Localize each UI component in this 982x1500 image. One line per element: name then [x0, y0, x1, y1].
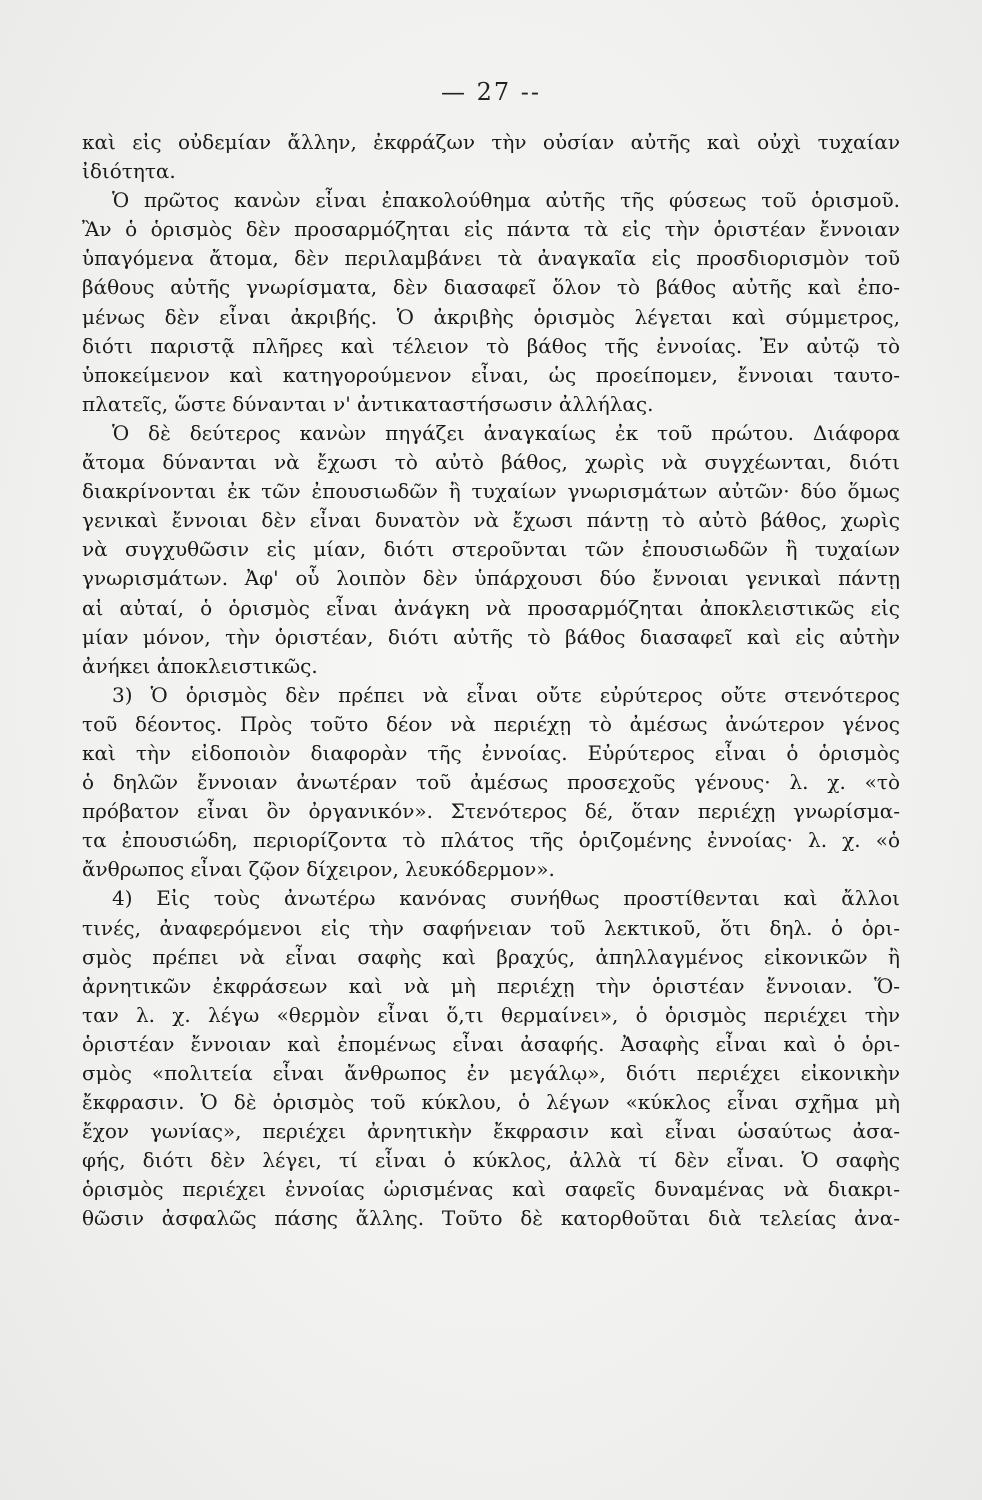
text-line: ἄτομα δύνανται νὰ ἔχωσι τὸ αὐτὸ βάθος, χωρὶς νὰ συγχέωνται, διότι: [82, 450, 900, 475]
text-line: τοῦ δέοντος. Πρὸς τοῦτο δέον νὰ περιέχῃ τὸ ἀμέσως ἀνώτερον γένος: [82, 711, 900, 736]
text-line: σμὸς «πολιτεία εἶναι ἄνθρωπος ἐν μεγάλῳ», διότι περιέχει εἰκονικὴν: [82, 1061, 900, 1085]
text-line: διακρίνονται ἐκ τῶν ἐπουσιωδῶν ἢ τυχαίων γνωρισμάτων αὐτῶν· δύο ὅμως: [82, 479, 900, 504]
text-line: γνωρισμάτων. Ἀφ' οὗ λοιπὸν δὲν ὑπάρχουσι δύο ἔννοιαι γενικαὶ πάντῃ: [82, 566, 900, 591]
text-line: αἱ αὐταί, ὁ ὁρισμὸς εἶναι ἀνάγκη νὰ προσαρμόζηται ἀποκλειστικῶς εἰς: [82, 595, 900, 620]
body-text: [82, 128, 900, 1234]
text-line: διότι παριστᾷ πλῆρες καὶ τέλειον τὸ βάθος τῆς ἐννοίας. Ἐν αὐτῷ τὸ: [82, 333, 900, 358]
text-line: πρόβατον εἶναι ὂν ὀργανικόν». Στενότερος δέ, ὅταν περιέχῃ γνωρίσμα-: [82, 799, 900, 824]
text-line: θῶσιν ἀσφαλῶς πάσης ἄλλης. Τοῦτο δὲ κατορθοῦται διὰ τελείας ἀνα-: [82, 1206, 900, 1231]
text-line: καὶ τὴν εἰδοποιὸν διαφορὰν τῆς ἐννοίας. Εὐρύτερος εἶναι ὁ ὁρισμὸς: [82, 740, 900, 765]
text-line: ἀνήκει ἀποκλειστικῶς.: [82, 653, 318, 678]
text-line: ἔχον γωνίας», περιέχει ἀρνητικὴν ἔκφρασιν καὶ εἶναι ὡσαύτως ἀσα-: [82, 1119, 900, 1144]
text-line: ἄνθρωπος εἶναι ζῷον δίχειρον, λευκόδερμον».: [82, 857, 555, 882]
text-line: γενικαὶ ἔννοιαι δὲν εἶναι δυνατὸν νὰ ἔχωσι πάντῃ τὸ αὐτὸ βάθος, χωρὶς: [82, 508, 900, 533]
text-line: τα ἐπουσιώδη, περιορίζοντα τὸ πλάτος τῆς ὁριζομένης ἐννοίας· λ. χ. «ὁ: [82, 828, 900, 853]
text-line: 4) Εἰς τοὺς ἀνωτέρω κανόνας συνήθως προστίθενται καὶ ἄλλοι: [112, 886, 900, 911]
text-line: ἰδιότητα.: [82, 159, 176, 184]
text-line: μένως δὲν εἶναι ἀκριβής. Ὁ ἀκριβὴς ὁρισμὸς λέγεται καὶ σύμμετρος,: [82, 304, 900, 329]
text-line: σμὸς πρέπει νὰ εἶναι σαφὴς καὶ βραχύς, ἀπηλλαγμένος εἰκονικῶν ἢ: [82, 944, 900, 969]
text-line: βάθους αὐτῆς γνωρίσματα, δὲν διασαφεῖ ὅλον τὸ βάθος αὐτῆς καὶ ἐπο-: [82, 275, 900, 300]
text-line: ἔκφρασιν. Ὁ δὲ ὁρισμὸς τοῦ κύκλου, ὁ λέγων «κύκλος εἶναι σχῆμα μὴ: [82, 1090, 900, 1115]
text-line: ὑπαγόμενα ἄτομα, δὲν περιλαμβάνει τὰ ἀναγκαῖα εἰς προσδιορισμὸν τοῦ: [82, 246, 900, 271]
text-line: φής, διότι δὲν λέγει, τί εἶναι ὁ κύκλος, ἀλλὰ τί δὲν εἶναι. Ὁ σαφὴς: [82, 1148, 900, 1173]
page-number: — 27 --: [440, 78, 541, 106]
text-line: ὁρισμὸς περιέχει ἐννοίας ὡρισμένας καὶ σαφεῖς δυναμένας νὰ διακρι-: [82, 1177, 900, 1202]
text-line: Ὁ δὲ δεύτερος κανὼν πηγάζει ἀναγκαίως ἐκ τοῦ πρώτου. Διάφορα: [112, 420, 900, 445]
text-line: ὑποκείμενον καὶ κατηγορούμενον εἶναι, ὡς προείπομεν, ἔννοιαι ταυτο-: [82, 362, 900, 387]
text-line: 3) Ὁ ὁρισμὸς δὲν πρέπει νὰ εἶναι οὔτε εὐρύτερος οὔτε στενότερος: [112, 682, 900, 707]
text-line: πλατεῖς, ὥστε δύνανται ν' ἀντικαταστήσωσιν ἀλλήλας.: [82, 391, 654, 416]
text-line: Ἂν ὁ ὁρισμὸς δὲν προσαρμόζηται εἰς πάντα τὰ εἰς τὴν ὁριστέαν ἔννοιαν: [82, 217, 900, 242]
text-line: ὁριστέαν ἔννοιαν καὶ ἐπομένως εἶναι ἀσαφής. Ἀσαφὴς εἶναι καὶ ὁ ὁρι-: [82, 1031, 900, 1056]
text-line: ταν λ. χ. λέγω «θερμὸν εἶναι ὅ,τι θερμαίνει», ὁ ὁρισμὸς περιέχει τὴν: [82, 1002, 900, 1027]
text-line: καὶ εἰς οὐδεμίαν ἄλλην, ἐκφράζων τὴν οὐσίαν αὐτῆς καὶ οὐχὶ τυχαίαν: [82, 130, 900, 154]
text-line: τινές, ἀναφερόμενοι εἰς τὴν σαφήνειαν τοῦ λεκτικοῦ, ὅτι δηλ. ὁ ὁρι-: [82, 915, 900, 940]
text-line: ὁ δηλῶν ἔννοιαν ἀνωτέραν τοῦ ἀμέσως προσεχοῦς γένους· λ. χ. «τὸ: [82, 770, 900, 795]
text-line: μίαν μόνον, τὴν ὁριστέαν, διότι αὐτῆς τὸ βάθος διασαφεῖ καὶ εἰς αὐτὴν: [82, 624, 900, 649]
text-line: ἀρνητικῶν ἐκφράσεων καὶ νὰ μὴ περιέχῃ τὴν ὁριστέαν ἔννοιαν. Ὅ-: [82, 973, 900, 998]
text-line: νὰ συγχυθῶσιν εἰς μίαν, διότι στεροῦνται τῶν ἐπουσιωδῶν ἢ τυχαίων: [82, 537, 900, 562]
text-line: Ὁ πρῶτος κανὼν εἶναι ἐπακολούθημα αὐτῆς τῆς φύσεως τοῦ ὁρισμοῦ.: [112, 188, 900, 213]
